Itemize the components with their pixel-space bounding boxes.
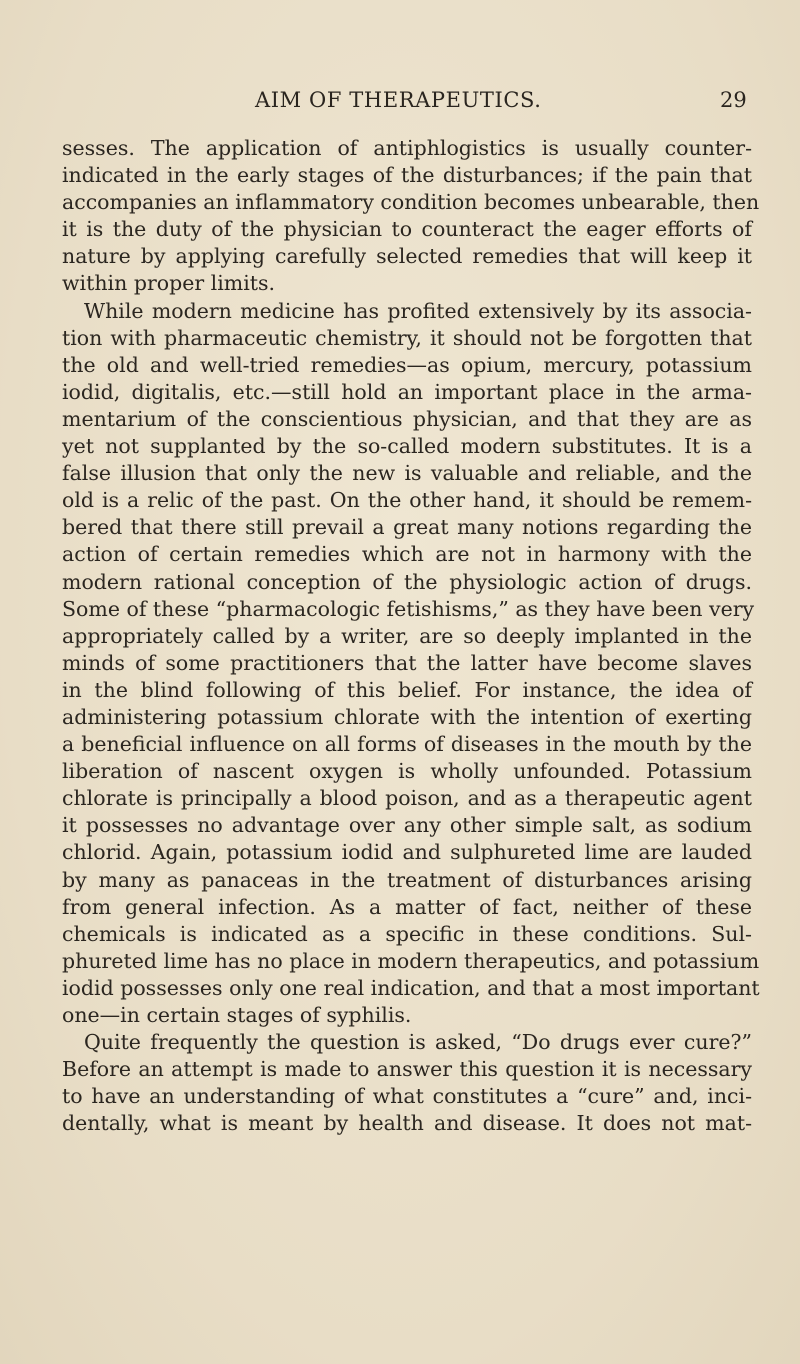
text-line: sesses. The application of antiphlogistics is usually counter- (62, 136, 752, 160)
text-line: it is the duty of the physician to counteract the eager efforts of (62, 217, 752, 242)
page-number: 29 (720, 88, 747, 112)
text-line: accompanies an inflammatory condition becomes unbearable, then (62, 190, 760, 215)
text-line: phureted lime has no place in modern therapeutics, and potassium (62, 948, 760, 973)
text-line: administering potassium chlorate with the intention of exerting (62, 704, 752, 729)
text-line: mentarium of the conscientious physician, and that they are as (62, 406, 752, 431)
text-line: false illusion that only the new is valuable and reliable, and the (62, 461, 752, 486)
text-line: tion with pharmaceutic chemistry, it should not be forgotten that (62, 325, 752, 350)
text-line: action of certain remedies which are not in harmony with the (62, 542, 752, 567)
text-line: within proper limits. (62, 271, 276, 296)
text-line: yet not supplanted by the so-called modern substitutes. It is a (62, 434, 752, 459)
text-line: bered that there still prevail a great many notions regarding the (62, 515, 752, 540)
running-head: AIM OF THERAPEUTICS. (255, 88, 542, 112)
text-line: a beneficial influence on all forms of diseases in the mouth by the (62, 732, 752, 757)
text-line: While modern medicine has profited extensively by its associa- (84, 298, 752, 323)
text-line: Some of these “pharmacologic fetishisms,” as they have been very (62, 596, 755, 621)
text-line: indicated in the early stages of the disturbances; if the pain that (62, 163, 752, 188)
text-line: one—in certain stages of syphilis. (62, 1003, 412, 1027)
text-line: Before an attempt is made to answer this question it is necessary (62, 1057, 752, 1082)
text-line: the old and well-tried remedies—as opium, mercury, potassium (62, 352, 752, 377)
text-line: chlorate is principally a blood poison, and as a therapeutic agent (62, 786, 752, 811)
text-line: old is a relic of the past. On the other hand, it should be remem- (62, 488, 752, 513)
text-line: chemicals is indicated as a specific in these conditions. Sul- (62, 921, 752, 946)
text-line: in the blind following of this belief. For instance, the idea of (62, 677, 752, 702)
text-line: liberation of nascent oxygen is wholly unfounded. Potassium (62, 759, 752, 784)
text-line: to have an understanding of what constitutes a “cure” and, inci- (62, 1084, 752, 1109)
text-line: dentally, what is meant by health and disease. It does not mat- (62, 1111, 752, 1136)
text-line: nature by applying carefully selected remedies that will keep it (62, 244, 752, 269)
text-line: it possesses no advantage over any other simple salt, as sodium (62, 813, 752, 838)
text-line: Quite frequently the question is asked, “Do drugs ever cure?” (84, 1030, 752, 1055)
text-line: modern rational conception of the physiologic action of drugs. (62, 569, 752, 594)
text-line: by many as panaceas in the treatment of disturbances arising (62, 867, 752, 892)
text-line: minds of some practitioners that the latter have become slaves (62, 650, 752, 675)
text-line: iodid possesses only one real indication, and that a most important (62, 975, 760, 1000)
body-text (62, 135, 760, 1137)
text-line: from general infection. As a matter of fact, neither of these (62, 894, 752, 919)
text-line: appropriately called by a writer, are so deeply implanted in the (62, 623, 752, 648)
text-line: iodid, digitalis, etc.—still hold an important place in the arma- (62, 379, 752, 404)
text-line: chlorid. Again, potassium iodid and sulphureted lime are lauded (62, 840, 752, 865)
